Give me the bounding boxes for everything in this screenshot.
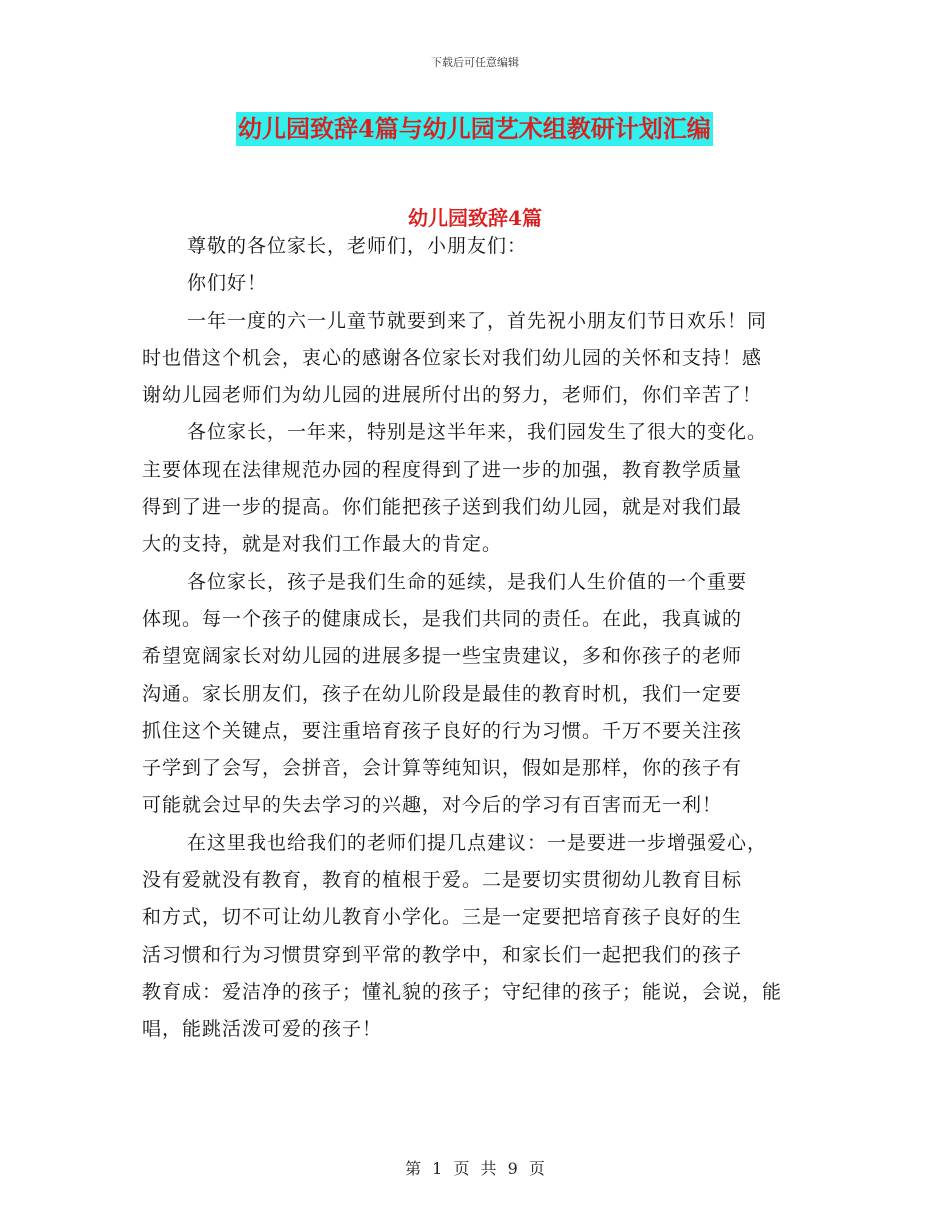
text-line: 体现。每一个孩子的健康成长，是我们共同的责任。在此，我真诚的: [142, 607, 743, 630]
header-note: 下载后可任意编辑: [431, 56, 519, 69]
text-line: 希望宽阔家长对幼儿园的进展多提一些宝贵建议，多和你孩子的老师: [142, 645, 743, 668]
text-line: 唱，能跳活泼可爱的孩子！: [142, 1018, 383, 1041]
text-line: 大的支持，就是对我们工作最大的肯定。: [142, 533, 503, 556]
body-text: [142, 228, 810, 1049]
text-line: 主要体现在法律规范办园的程度得到了进一步的加强，教育教学质量: [142, 458, 743, 481]
text-line: 活习惯和行为习惯贯穿到平常的教学中，和家长们一起把我们的孩子: [142, 943, 743, 966]
text-line: 时也借这个机会，衷心的感谢各位家长对我们幼儿园的关怀和支持！感: [142, 346, 763, 369]
text-line: 一年一度的六一儿童节就要到来了，首先祝小朋友们节日欢乐！同: [187, 309, 768, 332]
page-number-footer: 第 1 页 共 9 页: [405, 1159, 545, 1178]
text-line: 子学到了会写，会拼音，会计算等纯知识，假如是那样，你的孩子有: [142, 757, 743, 780]
text-line: 各位家长，孩子是我们生命的延续，是我们人生价值的一个重要: [187, 570, 748, 593]
text-line: 沟通。家长朋友们，孩子在幼儿阶段是最佳的教育时机，我们一定要: [142, 682, 743, 705]
text-line: 谢幼儿园老师们为幼儿园的进展所付出的努力，老师们，你们辛苦了！: [142, 384, 763, 407]
text-line: 在这里我也给我们的老师们提几点建议：一是要进一步增强爱心，: [187, 831, 768, 854]
text-line: 得到了进一步的提高。你们能把孩子送到我们幼儿园，就是对我们最: [142, 496, 743, 519]
text-line: 没有爱就没有教育，教育的植根于爱。二是要切实贯彻幼儿教育目标: [142, 869, 743, 892]
text-line: 抓住这个关键点，要注重培育孩子良好的行为习惯。千万不要关注孩: [142, 719, 743, 742]
document-title: 幼儿园致辞4篇与幼儿园艺术组教研计划汇编: [236, 112, 713, 146]
text-line: 教育成：爱洁净的孩子；懂礼貌的孩子；守纪律的孩子；能说，会说，能: [142, 980, 783, 1003]
text-line: 各位家长，一年来，特别是这半年来，我们园发生了很大的变化。: [187, 421, 768, 444]
text-line: 可能就会过早的失去学习的兴趣，对今后的学习有百害而无一利！: [142, 794, 723, 817]
text-line: 和方式，切不可让幼儿教育小学化。三是一定要把培育孩子良好的生: [142, 906, 743, 929]
text-line: 尊敬的各位家长，老师们，小朋友们：: [187, 235, 528, 257]
section-title: 幼儿园致辞4篇: [408, 206, 542, 230]
text-line: 你们好！: [187, 272, 268, 295]
